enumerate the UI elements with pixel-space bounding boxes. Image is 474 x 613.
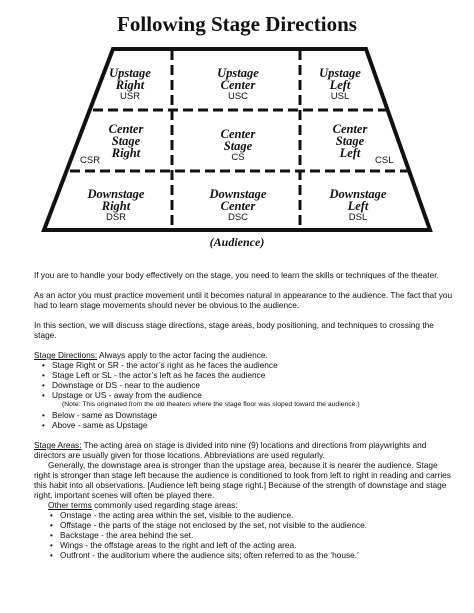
paragraph-practice: As an actor you must practice movement until it becomes natural in appearance to the audience. The fact that you had to learn stage movements should never be obvious to the audience. [34, 290, 453, 310]
zone-center-stage-right: Center Stage Right [108, 122, 144, 160]
zone-abbr: DSC [227, 212, 249, 223]
list-item: • Stage Right or SR - the actor’s right as he faces the audience [34, 360, 454, 370]
zone-downstage-left: Downstage Left DSL [318, 188, 398, 224]
zone-abbr: DSR [105, 212, 127, 223]
audience-label: (Audience) [209, 235, 265, 249]
zone-abbr: USC [227, 91, 249, 102]
directions-note: (Note: This originated from the old theaters where the stage floor was sloped toward the audience.) [62, 401, 360, 408]
areas-heading: Stage Areas: [34, 440, 82, 450]
list-item: • Outfront - the auditorium where the audience sits; often referred to as the ‘house.’ [34, 550, 454, 560]
paragraph-section: In this section, we will discuss stage directions, stage areas, body positioning, and techniques to crossing the stage. [34, 320, 434, 340]
other-terms-heading: Other terms [48, 500, 92, 510]
zone-abbr: USR [119, 91, 141, 102]
list-item: • Below - same as Downstage [34, 410, 454, 420]
zone-center-stage-left: Center Stage Left [332, 122, 368, 160]
directions-heading: Stage Directions: [34, 350, 98, 360]
list-item: • Wings - the offstage areas to the right and left of the acting area. [34, 540, 454, 550]
list-item: • Backstage - the area behind the set. [34, 530, 454, 540]
areas-paragraph-2: Generally, the downstage area is stronger than the upstage area, because it is nearer the audience. Stage right is stronger than stage left because the audience is conditioned to look from left to right in reading and carries this habit into all observations. [Audience left being stage right.] Because of the strength of downstage and stage right, important scenes will often be played there. [34, 460, 451, 500]
zone-abbr-csl: CSL [375, 155, 394, 166]
zone-downstage-right: Downstage Right DSR [76, 188, 156, 224]
paragraph-intro: If you are to handle your body effectively on the stage, you need to learn the skills or techniques of the theater. [34, 270, 439, 280]
list-item: • Offstage - the parts of the stage not enclosed by the set, not visible to the audience. [34, 520, 454, 530]
list-item: • Above - same as Upstage [34, 420, 454, 430]
directions-list [34, 360, 454, 400]
directions-intro: Stage Directions: Always apply to the actor facing the audience. [34, 350, 268, 360]
zone-upstage-center: Upstage Center USC [198, 67, 278, 103]
zone-upstage-right: Upstage Right USR [100, 67, 160, 103]
zone-abbr: CS [231, 152, 245, 163]
areas-paragraph: Stage Areas: The acting area on stage is divided into nine (9) locations and directions from playwrights and directors are usually given for those locations. Abbreviations are used regularly. [34, 440, 427, 460]
other-terms-intro: Other terms commonly used regarding stage areas: [48, 500, 238, 510]
zone-abbr: USL [330, 91, 350, 102]
other-terms-list [34, 510, 454, 560]
list-item: • Upstage or US - away from the audience [34, 390, 454, 400]
body-text [34, 270, 454, 560]
zone-abbr-csr: CSR [80, 155, 101, 166]
zone-center-stage: Center Stage CS [203, 128, 273, 164]
zone-downstage-center: Downstage Center DSC [190, 188, 286, 224]
page-title: Following Stage Directions [117, 12, 357, 36]
directions-list-2 [34, 410, 454, 430]
zone-upstage-left: Upstage Left USL [310, 67, 370, 103]
zone-abbr: DSL [348, 212, 368, 223]
list-item: • Onstage - the acting area within the set, visible to the audience. [34, 510, 454, 520]
list-item: • Downstage or DS - near to the audience [34, 380, 454, 390]
list-item: • Stage Left or SL - the actor’s left as he faces the audience [34, 370, 454, 380]
